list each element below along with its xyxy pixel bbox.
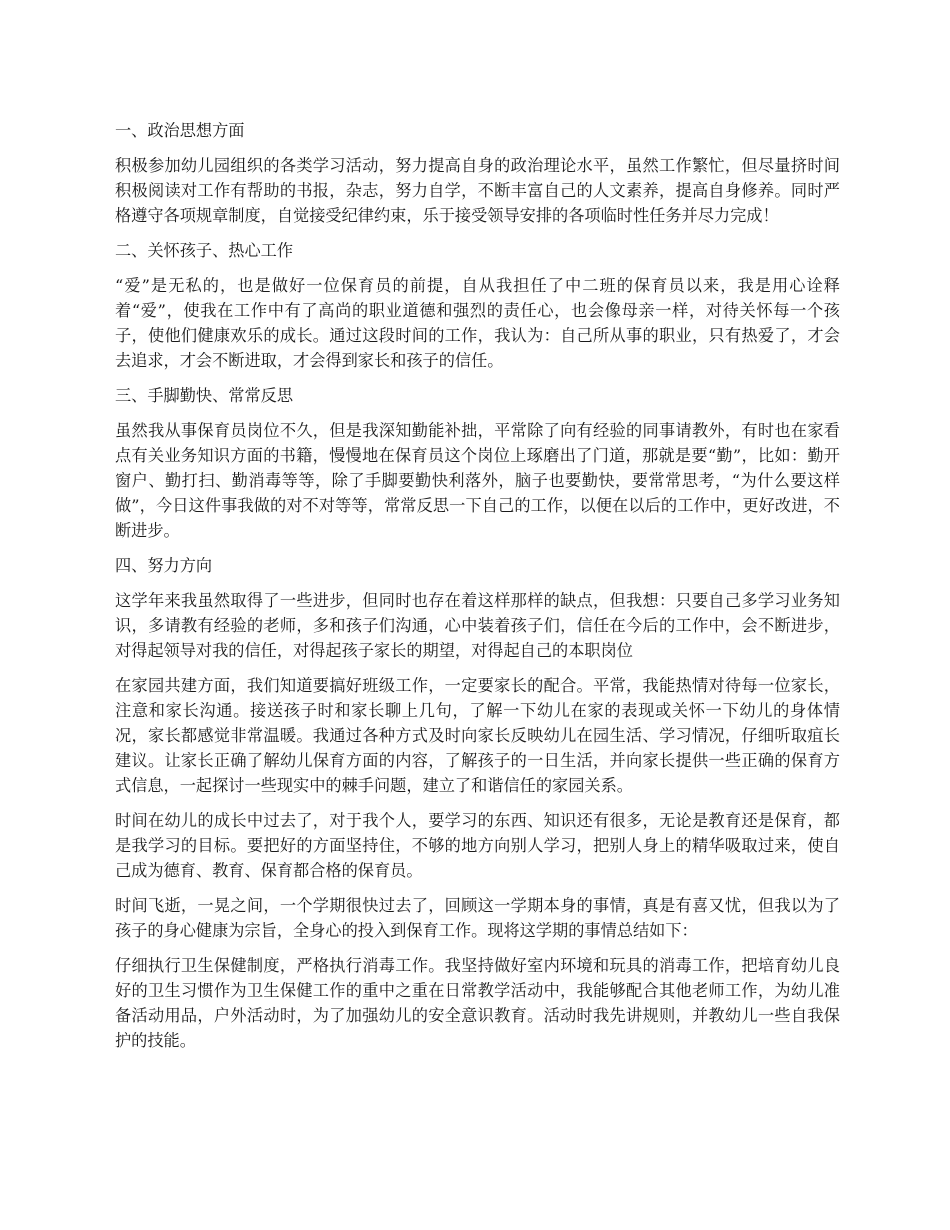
section-heading-care: 二、关怀孩子、热心工作 [115, 241, 294, 260]
document-page [115, 118, 840, 1063]
section-heading-direction: 四、努力方向 [115, 556, 213, 575]
paragraph-home-school: 在家园共建方面，我们知道要搞好班级工作，一定要家长的配合。平常，我能热情对待每一位家长，注意和家长沟通。接送孩子时和家长聊上几句，了解一下幼儿在家的表现或关怀一下幼儿的身体情况，家长都感觉非常温暖。我通过各种方式及时向家长反映幼儿在园生活、学习情况，仔细听取疽长建议。让家长正确了解幼儿保育方面的内容，了解孩子的一日生活，并向家长提供一些正确的保育方式信息，一起探讨一些现实中的棘手问题，建立了和谐信任的家园关系。 [115, 676, 840, 795]
paragraph-diligence: 虽然我从事保育员岗位不久，但是我深知勤能补拙，平常除了向有经验的同事请教外，有时也在家看点有关业务知识方面的书籍，慢慢地在保育员这个岗位上琢磨出了门道，那就是要“勤”，比如：勤开窗户、勤打扫、勤消毒等等，除了手脚要勤快利落外，脑子也要勤快，要常常思考，“为什么要这样做”，今日这件事我做的对不对等等，常常反思一下自己的工作，以便在以后的工作中，更好改进，不断进步。 [115, 421, 840, 540]
paragraph-care: “爱”是无私的，也是做好一位保育员的前提，自从我担任了中二班的保育员以来，我是用心诠释着“爱”，使我在工作中有了高尚的职业道德和强烈的责任心，也会像母亲一样，对待关怀每一个孩子，使他们健康欢乐的成长。通过这段时间的工作，我认为：自己所从事的职业，只有热爱了，才会去追求，才会不断进取，才会得到家长和孩子的信任。 [115, 276, 840, 370]
section-heading-politics: 一、政治思想方面 [115, 121, 245, 140]
paragraph-direction: 这学年来我虽然取得了一些进步，但同时也存在着这样那样的缺点，但我想：只要自己多学习业务知识，多请教有经验的老师，多和孩子们沟通，心中装着孩子们，信任在今后的工作中，会不断进步，对得起领导对我的信任，对得起孩子家长的期望，对得起自己的本职岗位 [115, 591, 840, 660]
section-heading-diligence: 三、手脚勤快、常常反思 [115, 386, 294, 405]
paragraph-hygiene: 仔细执行卫生保健制度，严格执行消毒工作。我坚持做好室内环境和玩具的消毒工作，把培育幼儿良好的卫生习惯作为卫生保健工作的重中之重在日常教学活动中，我能够配合其他老师工作，为幼儿准备活动用品，户外活动时，为了加强幼儿的安全意识教育。活动时我先讲规则，并教幼儿一些自我保护的技能。 [115, 956, 840, 1050]
paragraph-growth: 时间在幼儿的成长中过去了，对于我个人，要学习的东西、知识还有很多，无论是教育还是保育，都是我学习的目标。要把好的方面坚持住，不够的地方向别人学习，把别人身上的精华吸取过来，使自己成为德育、教育、保育都合格的保育员。 [115, 811, 840, 880]
paragraph-semester-review: 时间飞逝，一晃之间，一个学期很快过去了，回顾这一学期本身的事情，真是有喜又忧，但我以为了孩子的身心健康为宗旨，全身心的投入到保育工作。现将这学期的事情总结如下： [115, 896, 840, 940]
paragraph-politics: 积极参加幼儿园组织的各类学习活动，努力提高自身的政治理论水平，虽然工作繁忙，但尽量挤时间积极阅读对工作有帮助的书报，杂志，努力自学，不断丰富自己的人文素养，提高自身修养。同时严格遵守各项规章制度，自觉接受纪律约束，乐于接受领导安排的各项临时性任务并尽力完成！ [115, 156, 840, 225]
